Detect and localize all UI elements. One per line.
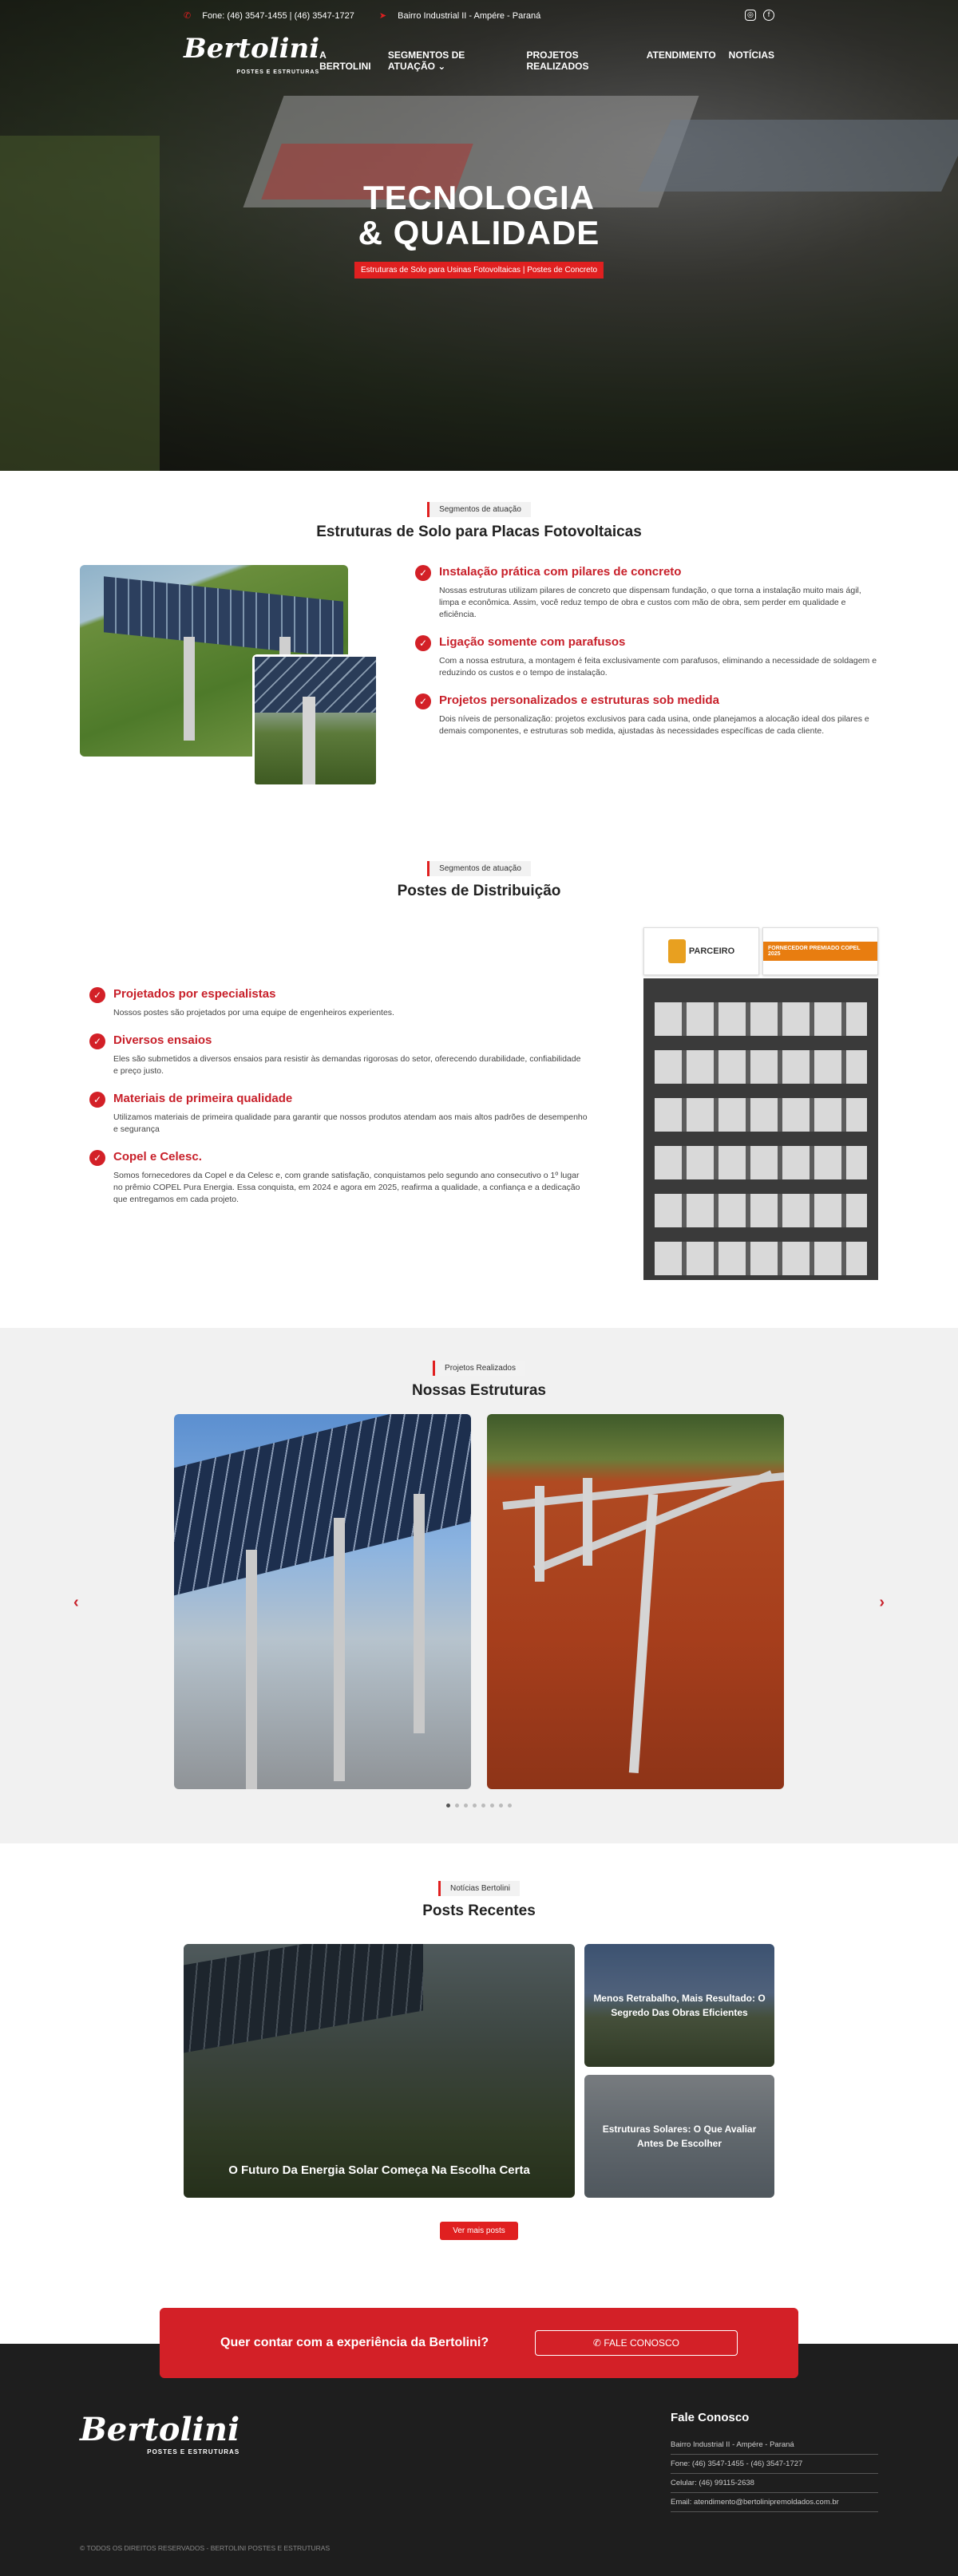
- menu-item-noticias[interactable]: NOTÍCIAS: [728, 49, 774, 61]
- section-title: Estruturas de Solo para Placas Fotovoltaicas: [316, 523, 642, 540]
- news-grid: [184, 1944, 774, 2198]
- feature-item: ✓ Diversos ensaios Eles são submetidos a diversos ensaios para resistir às demandas rigorosas do setor, oferecendo durabilidade, confiabilidade e preço justo.: [89, 1033, 588, 1077]
- solo-section: [0, 471, 958, 828]
- postes-features: [80, 987, 588, 1220]
- section-tag: Segmentos de atuação: [427, 861, 531, 876]
- carousel-slide[interactable]: [487, 1414, 784, 1789]
- copyright: © TODOS OS DIREITOS RESERVADOS - BERTOLINI POSTES E ESTRUTURAS: [80, 2544, 331, 2552]
- hero-section: [0, 0, 958, 471]
- logo[interactable]: Bertolini POSTES E ESTRUTURAS: [184, 33, 320, 75]
- address-info: ➤ Bairro Industrial II - Ampére - Paraná: [378, 10, 541, 21]
- menu-item-atendimento[interactable]: ATENDIMENTO: [646, 49, 716, 61]
- projects-carousel: [73, 1414, 885, 1789]
- menu-item-a-bertolini[interactable]: A BERTOLINI: [319, 49, 371, 72]
- more-posts-button[interactable]: Ver mais posts: [440, 2222, 518, 2240]
- check-icon: ✓: [415, 565, 431, 581]
- award-icon: [668, 939, 686, 963]
- feature-item: ✓ Copel e Celesc. Somos fornecedores da Copel e da Celesc e, com grande satisfação, conquistamos pelo segundo ano consecutivo o 1º lugar no prêmio COPEL Pura Energia. Essa conquista, em 2024 e agora em 2025, reafirma a qualidade, a confiança e a dedicação que entregamos em cada projeto.: [89, 1150, 588, 1206]
- phone-icon: ✆: [184, 10, 192, 21]
- carousel-dot[interactable]: [455, 1804, 459, 1808]
- news-card[interactable]: Menos Retrabalho, Mais Resultado: O Segredo Das Obras Eficientes: [584, 1944, 774, 2067]
- carousel-dot[interactable]: [490, 1804, 494, 1808]
- menu-item-segmentos[interactable]: SEGMENTOS DE ATUAÇÃO ⌄: [387, 49, 465, 72]
- footer-contact: Fale Conosco Bairro Industrial II - Ampére - Paraná Fone: (46) 3547-1455 - (46) 3547-1727 Celular: (46) 99115-2638 Email: atendimento@bertolinipremoldados.com.br: [671, 2411, 878, 2512]
- check-icon: ✓: [89, 1033, 105, 1049]
- contact-button[interactable]: ✆ FALE CONOSCO: [535, 2330, 738, 2356]
- news-section: [0, 1843, 958, 2272]
- footer-cell[interactable]: Celular: (46) 99115-2638: [671, 2474, 878, 2493]
- menu-item-projetos[interactable]: PROJETOS REALIZADOS: [526, 49, 589, 72]
- postes-image: [643, 927, 878, 1280]
- section-tag: Segmentos de atuação: [427, 502, 531, 517]
- menu: [319, 49, 774, 72]
- main-nav: [184, 33, 774, 85]
- check-icon: ✓: [89, 1150, 105, 1166]
- feature-item: ✓ Projetados por especialistas Nossos postes são projetados por uma equipe de engenheiros experientes.: [89, 987, 588, 1019]
- section-title: Postes de Distribuição: [397, 883, 561, 899]
- news-card[interactable]: Estruturas Solares: O Que Avaliar Antes De Escolher: [584, 2075, 774, 2198]
- stacked-poles-photo: [643, 978, 878, 1280]
- carousel-dot[interactable]: [481, 1804, 485, 1808]
- feature-item: ✓ Instalação prática com pilares de concreto Nossas estruturas utilizam pilares de concreto que dispensam fundação, o que torna a instalação muito mais ágil, limpa e econômica. Assim, você reduz tempo de obra e custos com mão de obra, sem perder em qualidade e eficiência.: [415, 565, 878, 621]
- feature-item: ✓ Materiais de primeira qualidade Utilizamos materiais de primeira qualidade para garantir que nossos produtos atendam aos mais altos padrões de desempenho e segurança: [89, 1092, 588, 1136]
- phone-info[interactable]: ✆ Fone: (46) 3547-1455 | (46) 3547-1727: [184, 10, 354, 21]
- carousel-slide[interactable]: [174, 1414, 471, 1789]
- location-pin-icon: ➤: [378, 10, 387, 21]
- top-bar: [184, 10, 774, 21]
- news-card-featured[interactable]: O Futuro Da Energia Solar Começa Na Escolha Certa: [184, 1944, 575, 2198]
- section-title: Nossas Estruturas: [412, 1382, 546, 1399]
- chevron-right-icon[interactable]: ›: [879, 1594, 885, 1611]
- solar-structure-detail-photo: [252, 654, 378, 787]
- section-tag: Projetos Realizados: [433, 1361, 525, 1376]
- footer-address: Bairro Industrial II - Ampére - Paraná: [671, 2436, 878, 2455]
- feature-item: ✓ Projetos personalizados e estruturas sob medida Dois níveis de personalização: projetos exclusivos para cada usina, onde planejamos a alocação ideal dos pilares e demais componentes, e estruturas sob medida, ajustadas às necessidades específicas de cada cliente.: [415, 693, 878, 737]
- carousel-dot[interactable]: [499, 1804, 503, 1808]
- postes-section: [0, 828, 958, 1328]
- hero-subtitle-badge: Estruturas de Solo para Usinas Fotovoltaicas | Postes de Concreto: [354, 262, 604, 279]
- solo-features: [415, 565, 878, 788]
- check-icon: ✓: [415, 635, 431, 651]
- chevron-down-icon: ⌄: [437, 61, 446, 72]
- carousel-dot[interactable]: [508, 1804, 512, 1808]
- instagram-icon[interactable]: ◎: [745, 10, 756, 21]
- facebook-icon[interactable]: f: [763, 10, 774, 21]
- footer: [0, 2336, 958, 2576]
- projects-section: [0, 1328, 958, 1843]
- section-tag: Notícias Bertolini: [438, 1881, 520, 1896]
- section-title: Posts Recentes: [422, 1902, 536, 1919]
- cta-banner: Quer contar com a experiência da Bertolini? ✆ FALE CONOSCO: [160, 2308, 798, 2378]
- feature-item: ✓ Ligação somente com parafusos Com a nossa estrutura, a montagem é feita exclusivamente com parafusos, eliminando a necessidade de soldagem e reduzindo os custos e o tempo de instalação.: [415, 635, 878, 679]
- carousel-dot[interactable]: [446, 1804, 450, 1808]
- award-badges: [643, 927, 878, 975]
- chevron-left-icon[interactable]: ‹: [73, 1594, 79, 1611]
- hero-title: TECNOLOGIA & QUALIDADE: [358, 179, 600, 251]
- carousel-dot[interactable]: [473, 1804, 477, 1808]
- footer-phone[interactable]: Fone: (46) 3547-1455 - (46) 3547-1727: [671, 2455, 878, 2474]
- copel-award-badge: FORNECEDOR PREMIADO COPEL 2025: [762, 927, 878, 975]
- check-icon: ✓: [89, 987, 105, 1003]
- check-icon: ✓: [415, 693, 431, 709]
- footer-email[interactable]: Email: atendimento@bertolinipremoldados.com.br: [671, 2493, 878, 2512]
- footer-logo[interactable]: Bertolini POSTES E ESTRUTURAS: [80, 2411, 240, 2455]
- whatsapp-icon: ✆: [592, 2337, 601, 2349]
- carousel-dot[interactable]: [464, 1804, 468, 1808]
- solo-images: [80, 565, 367, 788]
- partner-badge: PARCEIRO: [643, 927, 759, 975]
- carousel-dots: [0, 1797, 958, 1811]
- social-links: [740, 10, 774, 21]
- check-icon: ✓: [89, 1092, 105, 1108]
